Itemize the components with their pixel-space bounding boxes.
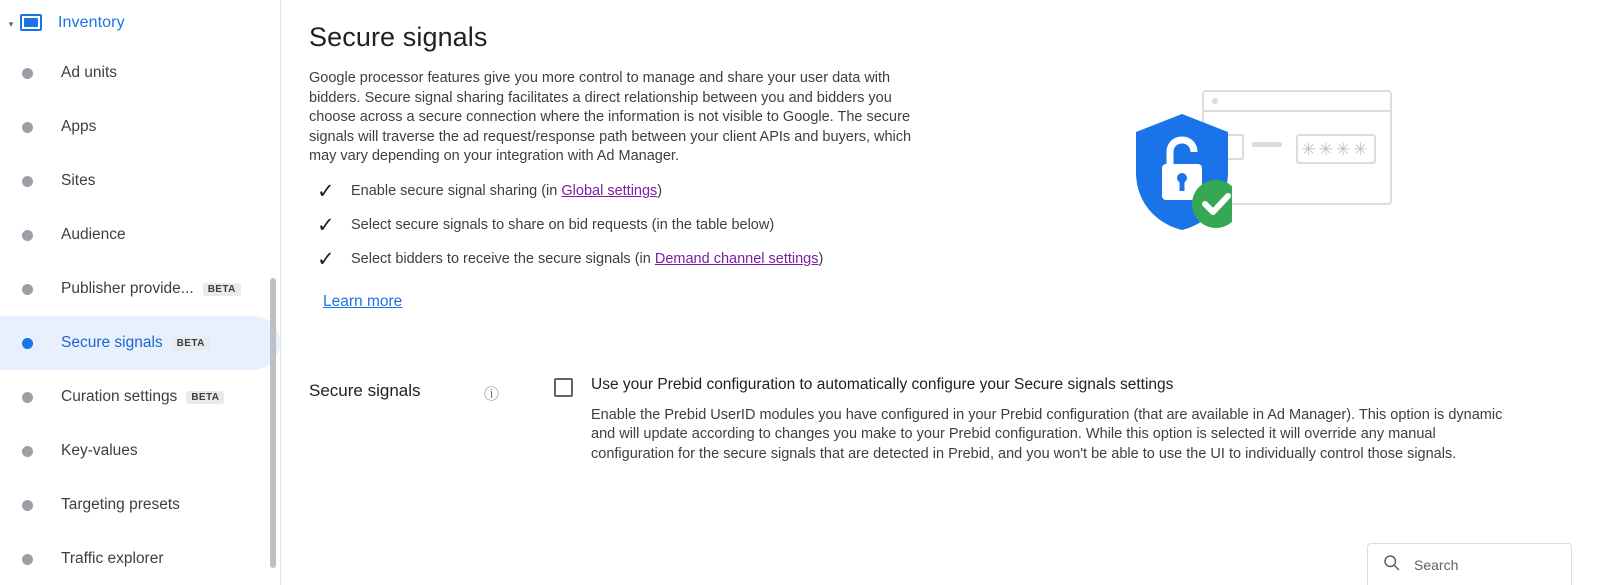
sidebar-item-label: Ad units [61,64,118,81]
prebid-checkbox-row [554,369,1514,397]
help-icon[interactable]: ⓘ [484,385,500,403]
text-bar-graphic [1252,142,1282,147]
bullet-icon [22,68,33,79]
sidebar-item-sites[interactable] [0,154,280,208]
check-icon: ✓ [317,179,335,203]
bullet-icon [22,392,33,403]
intro-paragraph: Google processor features give you more control to manage and share your user data with bidders. Secure signal sharing facilitates a direct relationship between you and bidders you choose across a secure connection where the information is not visible to Google. The secure signals will traverse the ad request/response path between your client APIs and buyers, which may vary depending on your integration with Ad Manager. [309,70,912,164]
sidebar-item-label: Targeting presets [61,496,180,513]
beta-badge: BETA [172,337,210,350]
bullet-icon [22,446,33,457]
checklist-text-after: ) [657,183,663,199]
sidebar-title: Inventory [58,14,125,31]
checklist-item-text [351,251,823,267]
sidebar-item-secure-signals[interactable] [0,316,280,370]
checklist-text-before: Select bidders to receive the secure signals (in [351,251,655,267]
sidebar-item-key-values[interactable] [0,424,280,478]
sidebar-item-apps[interactable] [0,100,280,154]
bullet-icon [22,554,33,565]
check-icon: ✓ [317,213,335,237]
bullet-icon [22,338,33,349]
checklist-item-text [351,217,774,233]
shield-lock-icon [1132,112,1232,232]
checklist-item-text [351,183,662,199]
password-field-graphic: ✳✳✳✳ [1296,134,1376,164]
sidebar-item-label: Secure signals [61,334,163,351]
main-content [281,0,1600,585]
secure-signals-illustration [1132,70,1432,260]
prebid-config-description: Enable the Prebid UserID modules you have configured in your Prebid configuration (that are available in Ad Manager). This option is dynamic and will update according to changes you make to your Prebid configuration. While this option is selected it will override any manual configuration for the secure signals that are detected in Prebid, and you won't be able to use the UI to individually control those signals. [591,406,1503,462]
bullet-icon [22,284,33,295]
sidebar-item-curation-settings[interactable] [0,370,280,424]
browser-titlebar-graphic [1204,92,1390,112]
sidebar-item-publisher-provided[interactable] [0,262,280,316]
bullet-icon [22,500,33,511]
sidebar-item-targeting-presets[interactable] [0,478,280,532]
beta-badge: BETA [186,391,224,404]
sidebar-item-label: Sites [61,172,96,189]
secure-signals-section [309,369,1600,465]
sidebar-scrollbar[interactable] [270,278,276,568]
sidebar-item-label: Audience [61,226,126,243]
bullet-icon [22,230,33,241]
inventory-icon [20,11,44,35]
global-settings-link[interactable]: Global settings [561,183,658,199]
section-label: Secure signals [309,380,421,400]
bullet-icon [22,176,33,187]
prebid-config-checkbox-label: Use your Prebid configuration to automatically configure your Secure signals settings [591,375,1174,393]
bullet-icon [22,122,33,133]
chevron-down-icon[interactable]: ▾ [8,18,14,29]
sidebar-item-label: Apps [61,118,97,135]
checklist-text-before: Enable secure signal sharing (in [351,183,562,199]
demand-channel-settings-link[interactable]: Demand channel settings [654,251,819,267]
check-icon: ✓ [317,247,335,271]
sidebar-item-ad-units[interactable] [0,46,280,100]
prebid-config-checkbox[interactable] [554,378,573,397]
sidebar-item-label: Traffic explorer [61,550,164,567]
search-icon [1382,553,1400,576]
sidebar-item-label: Publisher provide... [61,280,194,297]
sidebar-item-label: Curation settings [61,388,178,405]
sidebar [0,0,281,585]
search-box[interactable] [1367,543,1572,585]
checklist-text-before: Select secure signals to share on bid requests (in the table below) [351,217,775,233]
sidebar-item-audience[interactable] [0,208,280,262]
sidebar-item-traffic-explorer[interactable] [0,532,280,585]
checklist-text-after: ) [818,251,824,267]
sidebar-header[interactable] [0,0,280,46]
sidebar-item-label: Key-values [61,442,138,459]
learn-more-link[interactable]: Learn more [323,292,403,310]
search-input[interactable] [1412,556,1556,574]
section-body [514,369,1514,465]
beta-badge: BETA [203,283,241,296]
page-title: Secure signals [309,22,488,52]
